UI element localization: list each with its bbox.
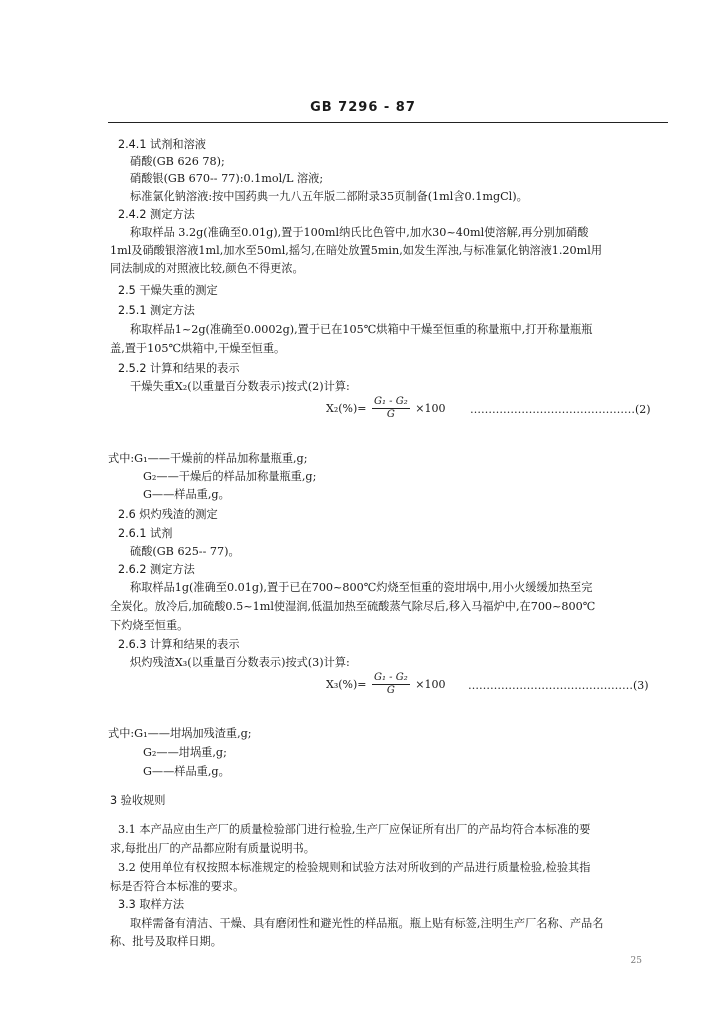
paragraph-line: 称取样品1~2g(准确至0.0002g),置于已在105℃烘箱中干燥至恒重的称量瓶中,打开称量瓶瓶 (130, 323, 593, 336)
formula-3-lhs: X₃(%)= (326, 678, 367, 691)
section-2-5-2-heading: 2.5.2 计算和结果的表示 (118, 362, 240, 375)
paragraph-line: 干燥失重X₂(以重量百分数表示)按式(2)计算: (130, 380, 350, 393)
standard-number-header: GB 7296 - 87 (310, 100, 416, 115)
section-2-6-3-heading: 2.6.3 计算和结果的表示 (118, 638, 240, 651)
formula-3-fraction (372, 672, 410, 697)
section-2-6-heading: 2.6 炽灼残渣的测定 (118, 508, 218, 521)
section-3-3-heading: 3.3 取样方法 (118, 898, 185, 911)
header-rule (108, 122, 668, 123)
reagent-standard-nacl: 标准氯化钠溶液:按中国药典一九八五年版二部附录35页制备(1ml含0.1mgCl)。 (130, 190, 528, 203)
reagent-sulfuric-acid: 硫酸(GB 625-- 77)。 (130, 545, 240, 558)
paragraph-line: 同法制成的对照液比较,颜色不得更浓。 (110, 262, 304, 275)
paragraph-line: 3.2 使用单位有权按照本标准规定的检验规则和试验方法对所收到的产品进行质量检验,检验其指 (118, 861, 591, 874)
variable-definition: G₂——坩埚重,g; (143, 746, 227, 759)
section-3-heading: 3 验收规则 (110, 794, 166, 807)
section-2-6-1-heading: 2.6.1 试剂 (118, 527, 173, 540)
variable-definition: 式中:G₁——干燥前的样品加称量瓶重,g; (108, 452, 308, 465)
paragraph-line: 1ml及硝酸银溶液1ml,加水至50ml,摇匀,在暗处放置5min,如发生浑浊,与标准氯化钠溶液1.20ml用 (110, 244, 603, 257)
paragraph-line: 取样需备有清洁、干燥、具有磨闭性和避光性的样品瓶。瓶上贴有标签,注明生产厂名称、产品名 (130, 917, 604, 930)
reagent-nitric-acid: 硝酸(GB 626 78); (130, 155, 225, 168)
formula-3-numerator: G₁ - G₂ (374, 672, 408, 683)
paragraph-line: 盖,置于105℃烘箱中,干燥至恒重。 (110, 342, 286, 355)
variable-definition: G——样品重,g。 (143, 488, 230, 501)
formula-3-denominator: G (386, 685, 395, 696)
formula-3-multiplier: ×100 (415, 678, 446, 691)
formula-3 (326, 672, 445, 697)
section-2-4-2-heading: 2.4.2 测定方法 (118, 208, 195, 221)
reagent-silver-nitrate: 硝酸银(GB 670-- 77):0.1mol/L 溶液; (130, 172, 324, 185)
formula-2-reference: ………………………………………(2) (470, 403, 651, 416)
paragraph-line: 求,每批出厂的产品都应附有质量说明书。 (110, 842, 315, 855)
paragraph-line: 下灼烧至恒重。 (110, 619, 189, 632)
formula-2-multiplier: ×100 (415, 402, 446, 415)
formula-2 (326, 396, 445, 421)
formula-2-fraction (372, 396, 410, 421)
section-2-5-1-heading: 2.5.1 测定方法 (118, 304, 195, 317)
section-2-5-heading: 2.5 干燥失重的测定 (118, 284, 218, 297)
formula-2-lhs: X₂(%)= (326, 402, 367, 415)
page-number: 25 (630, 956, 642, 966)
paragraph-line: 3.1 本产品应由生产厂的质量检验部门进行检验,生产厂应保证所有出厂的产品均符合本标准的要 (118, 823, 591, 836)
formula-2-denominator: G (386, 409, 395, 420)
paragraph-line: 炽灼残渣X₃(以重量百分数表示)按式(3)计算: (130, 656, 350, 669)
paragraph-line: 称取样品1g(准确至0.01g),置于已在700~800℃灼烧至恒重的瓷坩埚中,用小火缓缓加热至完 (130, 581, 593, 594)
paragraph-line: 称、批号及取样日期。 (110, 935, 222, 948)
formula-2-numerator: G₁ - G₂ (374, 396, 408, 407)
paragraph-line: 全炭化。放冷后,加硫酸0.5~1ml使湿润,低温加热至硫酸蒸气除尽后,移入马福炉中,在700~800℃ (110, 600, 596, 613)
variable-definition: G——样品重,g。 (143, 765, 230, 778)
formula-3-reference: ………………………………………(3) (468, 679, 649, 692)
section-2-4-1-heading: 2.4.1 试剂和溶液 (118, 138, 206, 151)
section-2-6-2-heading: 2.6.2 测定方法 (118, 563, 195, 576)
paragraph-line: 标是否符合本标准的要求。 (110, 880, 245, 893)
variable-definition: 式中:G₁——坩埚加残渣重,g; (108, 727, 252, 740)
variable-definition: G₂——干燥后的样品加称量瓶重,g; (143, 470, 317, 483)
paragraph-line: 称取样品 3.2g(准确至0.01g),置于100ml纳氏比色管中,加水30~40ml使溶解,再分别加硝酸 (130, 226, 589, 239)
